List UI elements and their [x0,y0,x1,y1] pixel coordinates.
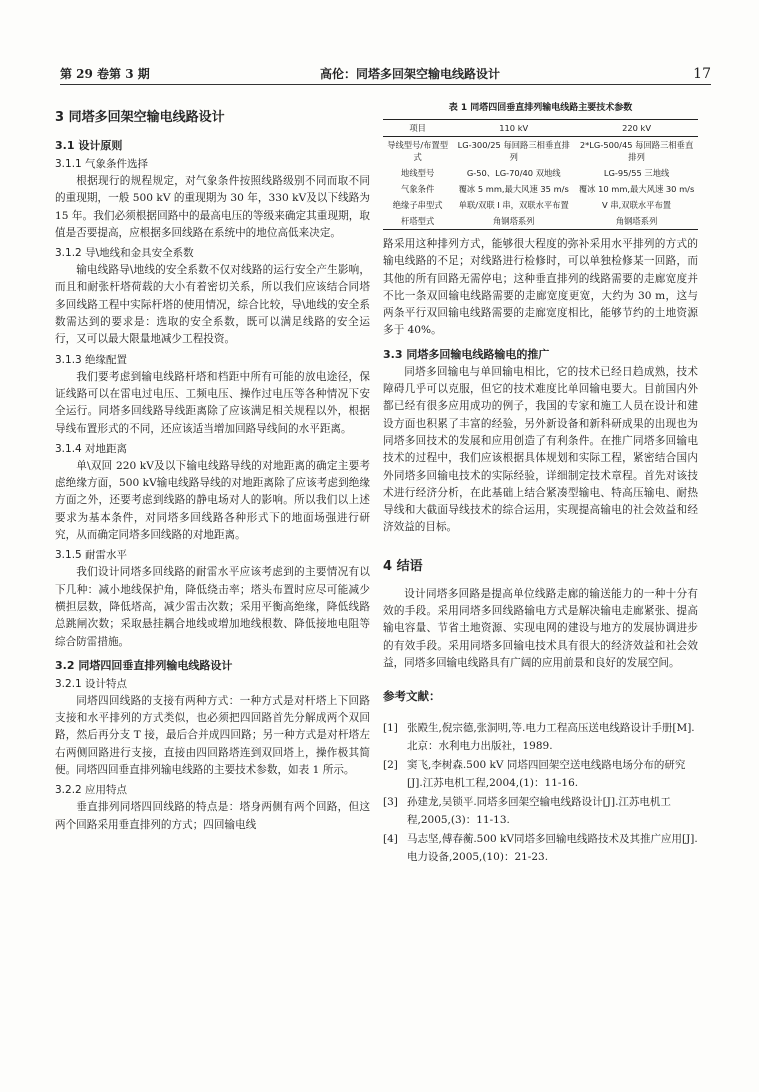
section-3-2-title: 3.2 同塔四回垂直排列输电线路设计 [55,658,233,672]
section-3-1-2-title: 3.1.2 导\地线和金具安全系数 [55,247,194,260]
running-title: 高伦：同塔多回架空输电线路设计 [320,67,501,81]
reference-number: [3] [383,796,398,809]
section-4-title: 4 结语 [383,558,423,574]
table-header-row [383,120,698,137]
page-number: 17 [693,66,711,82]
right-column [383,100,698,868]
table-cell: 2*LG-500/45 每回路三相垂直排列 [579,140,694,162]
section-4-body: 设计同塔多回路是提高单位线路走廊的输送能力的一种十分有效的手段。采用同塔多回线路输电方式是解决输电走廊紧张、提高输电容量、节省土地资源、实现电网的建设与地方的发展协调进步的有效手段。采用同塔多回输电技术具有很大的经济效益和社会效益，同塔多回输电线路具有广阔的应用前景和良好的发展空间。 [383,587,698,669]
reference-text: 孙建龙,吴锁平.同塔多回架空输电线路设计[J].江苏电机工程,2005,(3)：11-13. [407,796,671,826]
section-3-title: 3 同塔多回架空输电线路设计 [55,110,225,125]
table-row [383,181,698,197]
reference-number: [1] [383,722,398,735]
section-3-1-title: 3.1 设计原则 [55,139,123,152]
reference-item [383,757,698,792]
table-row [383,165,698,181]
reference-number: [4] [383,833,398,846]
section-3-1-4-title: 3.1.4 对地距离 [55,442,128,455]
running-header [60,64,711,85]
section-3-1-2-body: 输电线路导\地线的安全系数不仅对线路的运行安全产生影响，而且和耐张杆塔荷载的大小有着密切关系，所以我们应该结合同塔多回线路工程中实际杆塔的使用情况，综合比较，导\地线的安全系数需达到的要求是：选取的安全系数，既可以满足线路的安全运行，又可以最大限量地减少工程投资。 [55,264,370,346]
table-row [383,213,698,230]
section-3-1-4-body: 单\双回 220 kV及以下输电线路导线的对地距离的确定主要考虑绝缘方面，500 kV输电线路导线的对地距离除了应该考虑到绝缘方面之外，还要考虑到线路的静电场对人的影响。所以我们以上述要求为基本条件，对同塔多回线路各种形式下的地面场强进行研究，从而确定同塔多回线路的对地距离。 [55,459,370,542]
table-cell: 绝缘子串型式 [392,200,443,210]
table-cell: 覆冰 5 mm,最大风速 35 m/s [458,184,569,194]
table-cell: 导线型号/布置型式 [387,140,449,162]
table-cell: 角钢塔系列 [575,213,698,230]
table-cell: 气象条件 [401,184,435,194]
section-3-1-1-title: 3.1.1 气象条件选择 [55,158,149,170]
section-3-3-body: 同塔多回输电与单回输电相比，它的技术已经日趋成熟，技术障碍几乎可以克服，但它的技术难度比单回输电要大。目前国内外都已经有很多应用成功的例子，我国的专家和施工人员在设计和建设方面也积累了丰富的经验，另外新设备和新科研成果的出现也为同塔多回技术的发展和应用创造了有利条件。在推广同塔多回输电技术的过程中，我们应该根据具体规划和实际工程，紧密结合国内外同塔多回输电技术的实际经验，详细制定技术章程。首先对该技术进行经济分析，在此基础上结合紧凑型输电、特高压输电、耐热导线和大截面导线技术的综合运用，实现提高输电的社会效益和经济效益的目标。 [383,365,698,534]
section-3-2-2-title: 3.2.2 应用特点 [55,784,128,797]
table-cell: 角钢塔系列 [452,213,575,230]
reference-item [383,831,698,866]
table-cell: LG-95/55 三地线 [603,168,670,178]
table-row [383,137,698,166]
table-header-cell: 项目 [383,120,452,137]
section-3-1-3-title: 3.1.3 绝缘配置 [55,353,128,366]
table-header-cell: 220 kV [575,120,698,137]
reference-text: 窦飞,李树森.500 kV 同塔四回架空送电线路电场分布的研究[J].江苏电机工程,2004,(1)：11-16. [407,759,686,789]
section-3-3-title: 3.3 同塔多回输电线路输电的推广 [383,347,550,361]
table-cell: 覆冰 10 mm,最大风速 30 m/s [578,184,695,194]
section-3-1-3-body: 我们要考虑到输电线路杆塔和档距中所有可能的放电途径，保证线路可以在雷电过电压、工频电压、操作过电压等各种情况下安全运行。同塔多回线路导线距离除了应该满足相关规程以外，根据导线布置形式的不同，还应该适当增加回路导线间的水平距离。 [55,370,370,435]
reference-text: 张殿生,倪宗德,张洞明,等.电力工程高压送电线路设计手册[M].北京：水利电力出版社，1989. [407,722,695,752]
section-3-1-5-body: 我们设计同塔多回线路的耐雷水平应该考虑到的主要情况有以下几种：减小地线保护角，降低绕击率；塔头布置时应尽可能减少横担层数，降低塔高，减少雷击次数；采用平衡高绝缘，降低线路总跳闸次数；采取悬挂耦合地线或增加地线根数、降低接地电阻等综合防雷措施。 [55,566,370,648]
section-3-2-1-title: 3.2.1 设计特点 [55,677,128,690]
reference-number: [2] [383,759,398,772]
section-3-1-5-title: 3.1.5 耐雷水平 [55,549,128,562]
reference-text: 马志坚,傅春蘅.500 kV同塔多回输电线路技术及其推广应用[J].电力设备,2005,(10)：21-23. [407,833,698,863]
table-cell: 单联/双联 I 串，双联水平布置 [458,200,569,210]
table-1 [383,119,698,230]
table-cell: 杆塔型式 [383,213,452,230]
section-3-2-1-body: 同塔四回线路的支接有两种方式：一种方式是对杆塔上下回路支接和水平排列的方式类似，也必须把四回路首先分解成两个双回路，然后再分支 T 接，最后合并成四回路；另一种方式是对杆塔左右两侧回路进行支接，直接由四回路塔连到双回塔上，操作极其简便。同塔四回垂直排列输电线路的主要技术参数，如表 1 所示。 [55,694,370,777]
section-3-2-2-continued: 路采用这种排列方式，能够很大程度的弥补采用水平排列的方式的输电线路的不足；对线路进行检修时，可以单独检修某一回路，而其他的所有回路无需停电；这种垂直排列的线路需要的走廊宽度并不比一条双回输电线路需要的走廊宽度更宽，大约为 30 m，这与两条平行双回输电线路需要的走廊宽度相比，能够节约的土地资源多于 40%。 [383,238,698,337]
table-header-cell: 110 kV [452,120,575,137]
reference-item [383,720,698,755]
table-cell: 地线型号 [401,168,435,178]
reference-item [383,794,698,829]
journal-volume: 第 29 卷第 3 期 [60,67,150,81]
section-3-2-2-body: 垂直排列同塔四回线路的特点是：塔身两侧有两个回路，但这两个回路采用垂直排列的方式；四回输电线 [55,801,370,831]
table-1-caption: 表 1 同塔四回垂直排列输电线路主要技术参数 [448,103,633,113]
section-3-1-1-body: 根据现行的规程规定，对气象条件按照线路级别不同而取不同的重现期，一般 500 kV 的重现期为 30 年，330 kV及以下线路为 15 年。我们必须根据回路中的最高电压的等级来确定其重现期，取值是否要提高，应根据多回线路在系统中的地位高低来决定。 [55,175,370,239]
table-row [383,197,698,213]
table-cell: LG-300/25 每回路三相垂直排列 [457,140,570,162]
table-cell: G-50、LG-70/40 双地线 [466,168,561,178]
left-column [55,106,370,834]
references-title: 参考文献： [383,689,441,704]
table-cell: V 串,双联水平布置 [602,200,672,210]
